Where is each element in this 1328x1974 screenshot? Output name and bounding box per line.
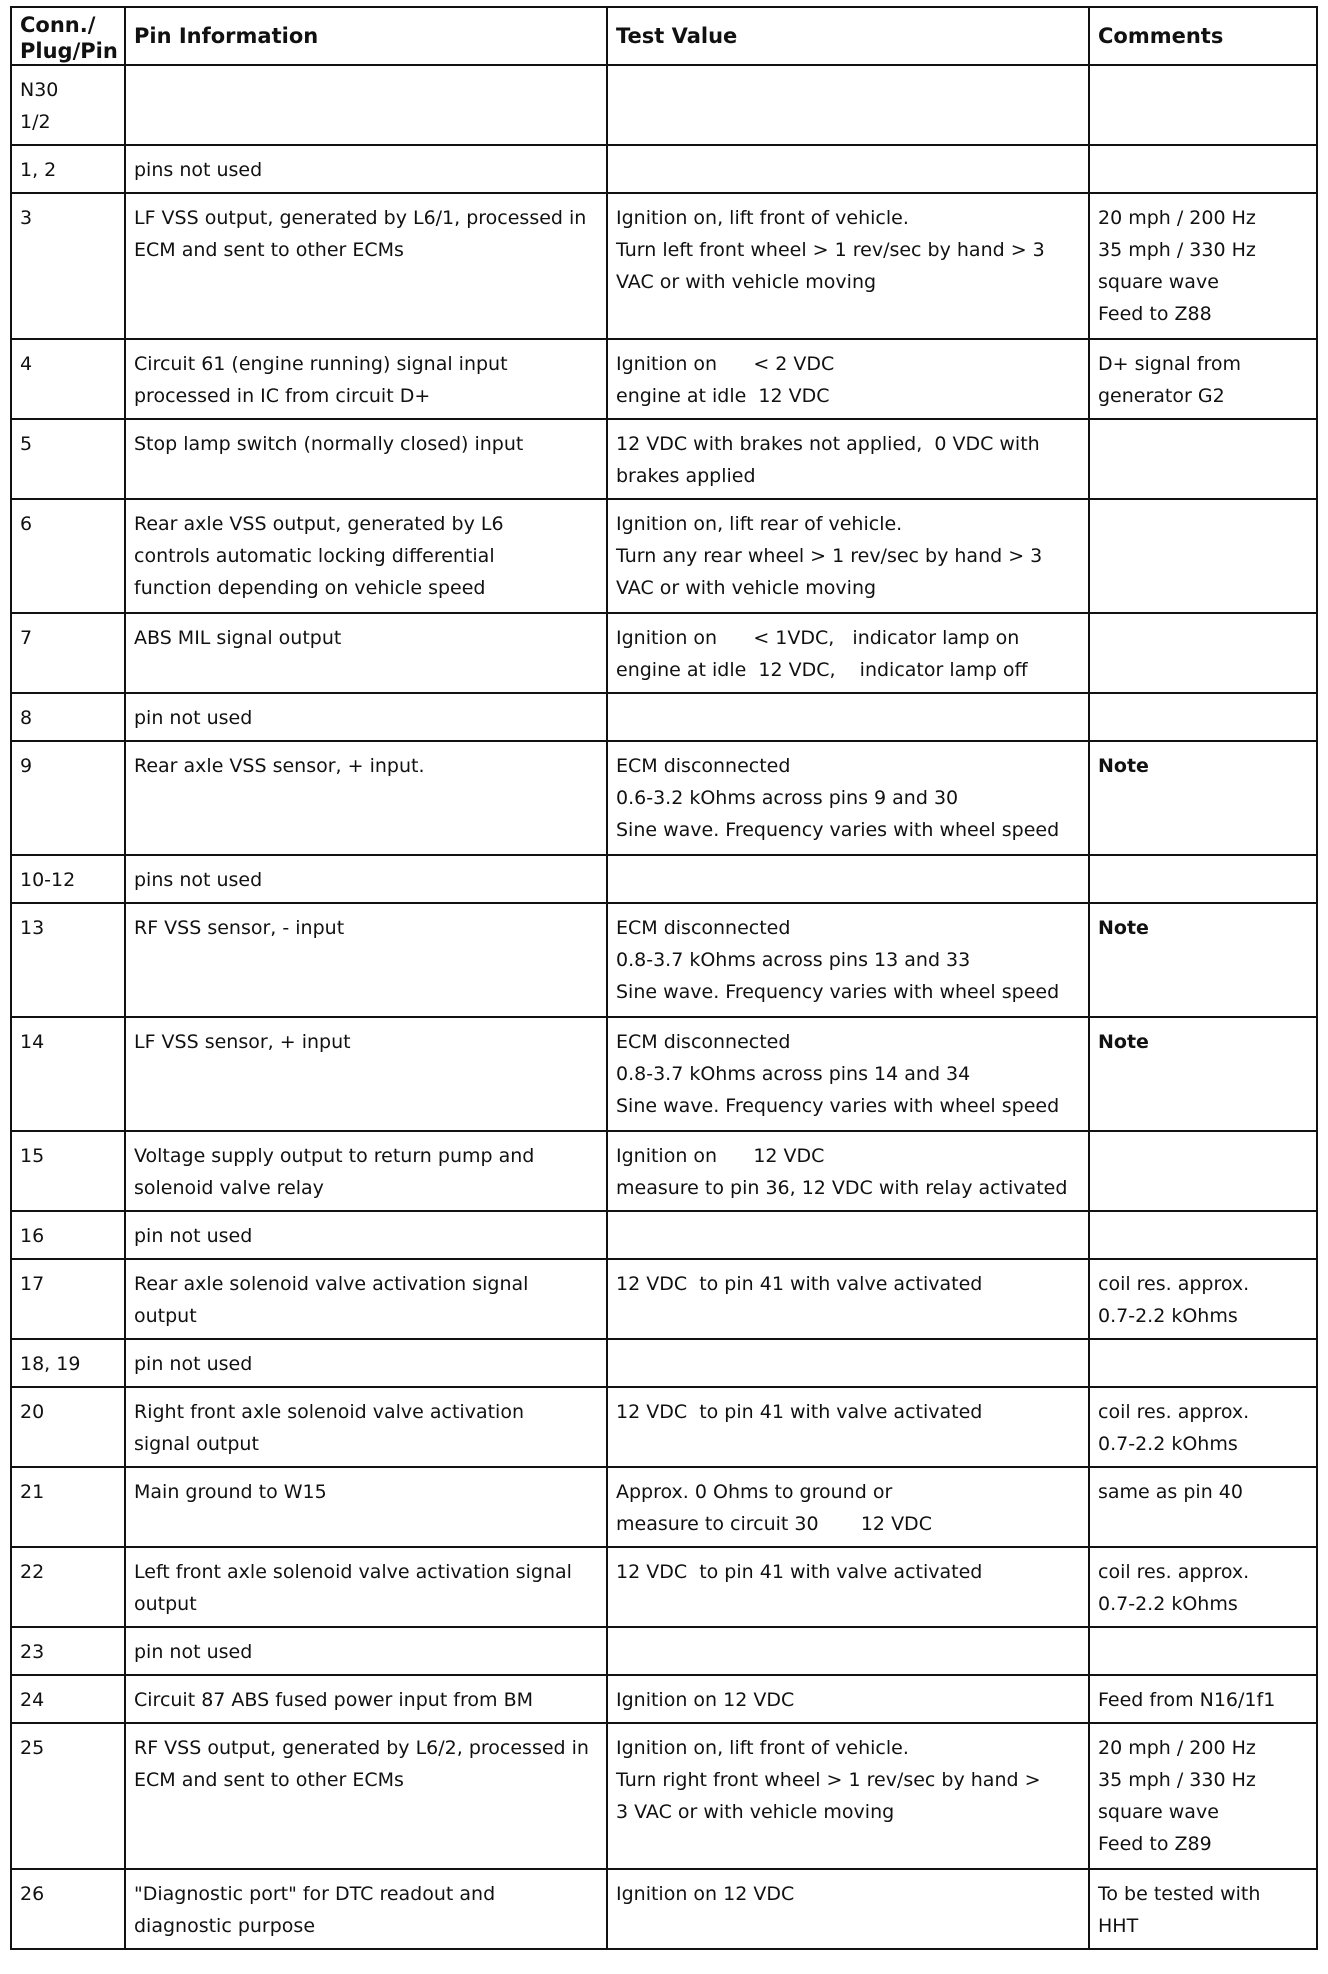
table-row xyxy=(11,1467,1317,1547)
test-value-cell-line: Sine wave. Frequency varies with wheel speed xyxy=(616,819,1060,841)
pin-information-table xyxy=(10,6,1318,1950)
pin-information-cell-line: RF VSS output, generated by L6/2, processed in xyxy=(134,1737,589,1759)
table-row xyxy=(11,903,1317,1017)
comments-cell xyxy=(1089,419,1317,499)
table-row xyxy=(11,65,1317,145)
pin-cell-line: 7 xyxy=(20,627,33,649)
pin-cell-line: 22 xyxy=(20,1561,45,1583)
pin-cell-line: 5 xyxy=(20,433,33,455)
test-value-cell xyxy=(607,1627,1089,1675)
pin-information-cell-line: ECM and sent to other ECMs xyxy=(134,1769,404,1791)
test-value-cell-line: 12 VDC to pin 41 with valve activated xyxy=(616,1401,983,1423)
pin-cell xyxy=(11,1017,125,1131)
comments-cell-line: Feed to Z89 xyxy=(1098,1833,1212,1855)
pin-information-cell-line: Rear axle VSS output, generated by L6 xyxy=(134,513,504,535)
pin-cell-line: 14 xyxy=(20,1031,45,1053)
table-row xyxy=(11,1131,1317,1211)
pin-information-cell xyxy=(125,339,607,419)
pin-information-cell-line: Voltage supply output to return pump and xyxy=(134,1145,535,1167)
pin-cell xyxy=(11,65,125,145)
comments-cell xyxy=(1089,499,1317,613)
test-value-cell-line: ECM disconnected xyxy=(616,917,791,939)
pin-information-cell xyxy=(125,1467,607,1547)
table-row xyxy=(11,193,1317,339)
pin-cell xyxy=(11,613,125,693)
test-value-cell-line: Turn any rear wheel > 1 rev/sec by hand > 3 xyxy=(616,545,1043,567)
comments-cell-line: coil res. approx. xyxy=(1098,1401,1250,1423)
test-value-cell-line: 0.6-3.2 kOhms across pins 9 and 30 xyxy=(616,787,959,809)
comments-cell-line: D+ signal from xyxy=(1098,353,1242,375)
test-value-cell-line: Ignition on < 1VDC, indicator lamp on xyxy=(616,627,1020,649)
comments-cell-line: Note xyxy=(1098,1031,1149,1053)
table-row xyxy=(11,855,1317,903)
test-value-cell xyxy=(607,65,1089,145)
pin-information-cell xyxy=(125,1675,607,1723)
pin-cell xyxy=(11,1131,125,1211)
comments-cell-line: square wave xyxy=(1098,1801,1219,1823)
table-row xyxy=(11,1017,1317,1131)
test-value-cell xyxy=(607,1259,1089,1339)
pin-cell xyxy=(11,339,125,419)
pin-cell-line: 26 xyxy=(20,1883,45,1905)
test-value-cell-line: 0.8-3.7 kOhms across pins 13 and 33 xyxy=(616,949,971,971)
pin-information-cell-line: pin not used xyxy=(134,1641,253,1663)
pin-information-cell-line: Circuit 61 (engine running) signal input xyxy=(134,353,508,375)
comments-cell-line: coil res. approx. xyxy=(1098,1273,1250,1295)
pin-information-cell xyxy=(125,1387,607,1467)
pin-information-cell-line: Rear axle solenoid valve activation signal xyxy=(134,1273,529,1295)
test-value-cell xyxy=(607,1675,1089,1723)
comments-cell xyxy=(1089,903,1317,1017)
table-row xyxy=(11,419,1317,499)
pin-information-cell-line: pin not used xyxy=(134,1225,253,1247)
pin-cell xyxy=(11,1467,125,1547)
pin-information-cell xyxy=(125,855,607,903)
comments-cell xyxy=(1089,1675,1317,1723)
test-value-cell-line: Sine wave. Frequency varies with wheel speed xyxy=(616,1095,1060,1117)
comments-cell-line: 20 mph / 200 Hz xyxy=(1098,207,1256,229)
table-row xyxy=(11,1723,1317,1869)
pin-information-cell xyxy=(125,65,607,145)
test-value-cell-line: 12 VDC with brakes not applied, 0 VDC with xyxy=(616,433,1040,455)
table-row xyxy=(11,613,1317,693)
pin-information-cell xyxy=(125,499,607,613)
test-value-cell-line: ECM disconnected xyxy=(616,1031,791,1053)
test-value-cell-line: 3 VAC or with vehicle moving xyxy=(616,1801,895,1823)
pin-cell xyxy=(11,499,125,613)
pin-cell xyxy=(11,741,125,855)
test-value-cell-line: Approx. 0 Ohms to ground or xyxy=(616,1481,893,1503)
pin-information-cell-line: processed in IC from circuit D+ xyxy=(134,385,431,407)
table-row xyxy=(11,1387,1317,1467)
pin-information-cell xyxy=(125,1017,607,1131)
pin-information-cell xyxy=(125,145,607,193)
comments-cell-line: same as pin 40 xyxy=(1098,1481,1243,1503)
test-value-cell xyxy=(607,1131,1089,1211)
pin-information-cell xyxy=(125,1339,607,1387)
comments-cell xyxy=(1089,855,1317,903)
pin-cell xyxy=(11,193,125,339)
pin-information-cell-line: output xyxy=(134,1305,197,1327)
test-value-cell xyxy=(607,1339,1089,1387)
pin-information-cell-line: ECM and sent to other ECMs xyxy=(134,239,404,261)
test-value-cell-line: Turn left front wheel > 1 rev/sec by hand > 3 xyxy=(616,239,1045,261)
header-conn-line-1: Conn./ xyxy=(20,13,96,37)
table-row xyxy=(11,1547,1317,1627)
test-value-cell xyxy=(607,693,1089,741)
pin-information-cell-line: function depending on vehicle speed xyxy=(134,577,486,599)
table-body xyxy=(11,65,1317,1949)
comments-cell-line: 20 mph / 200 Hz xyxy=(1098,1737,1256,1759)
comments-cell-line: To be tested with xyxy=(1098,1883,1261,1905)
header-conn-plug-pin xyxy=(11,7,125,65)
comments-cell-line: Feed to Z88 xyxy=(1098,303,1212,325)
pin-cell-line: 24 xyxy=(20,1689,45,1711)
pin-information-cell xyxy=(125,693,607,741)
table-row xyxy=(11,1675,1317,1723)
test-value-cell xyxy=(607,499,1089,613)
test-value-cell-line: brakes applied xyxy=(616,465,756,487)
pin-cell xyxy=(11,1339,125,1387)
comments-cell xyxy=(1089,1131,1317,1211)
test-value-cell-line: Turn right front wheel > 1 rev/sec by hand > xyxy=(616,1769,1041,1791)
comments-cell-line: square wave xyxy=(1098,271,1219,293)
pin-information-cell-line: Main ground to W15 xyxy=(134,1481,327,1503)
comments-cell xyxy=(1089,1723,1317,1869)
pin-cell xyxy=(11,1211,125,1259)
pin-cell-line: 3 xyxy=(20,207,33,229)
table-header-row xyxy=(11,7,1317,65)
pin-information-cell-line: pin not used xyxy=(134,1353,253,1375)
pin-information-cell-line: diagnostic purpose xyxy=(134,1915,316,1937)
pin-cell-line: 21 xyxy=(20,1481,45,1503)
pin-cell xyxy=(11,1869,125,1949)
pin-cell xyxy=(11,1259,125,1339)
comments-cell-line: Feed from N16/1f1 xyxy=(1098,1689,1276,1711)
pin-information-cell xyxy=(125,1723,607,1869)
pin-information-cell-line: Right front axle solenoid valve activation xyxy=(134,1401,524,1423)
table-row xyxy=(11,693,1317,741)
pin-information-cell-line: Rear axle VSS sensor, + input. xyxy=(134,755,425,777)
comments-cell xyxy=(1089,613,1317,693)
header-test-value: Test Value xyxy=(607,7,1089,65)
table-row xyxy=(11,1627,1317,1675)
comments-cell xyxy=(1089,1211,1317,1259)
pin-information-cell xyxy=(125,419,607,499)
test-value-cell xyxy=(607,1387,1089,1467)
table-row xyxy=(11,145,1317,193)
comments-cell xyxy=(1089,1467,1317,1547)
table-row xyxy=(11,499,1317,613)
test-value-cell-line: Ignition on, lift rear of vehicle. xyxy=(616,513,903,535)
pin-cell-line: 16 xyxy=(20,1225,45,1247)
test-value-cell-line: Ignition on 12 VDC xyxy=(616,1689,795,1711)
test-value-cell-line: 12 VDC to pin 41 with valve activated xyxy=(616,1273,983,1295)
test-value-cell-line: Ignition on, lift front of vehicle. xyxy=(616,1737,909,1759)
pin-cell-line: N30 xyxy=(20,79,59,101)
pin-information-cell-line: pins not used xyxy=(134,159,263,181)
pin-information-cell-line: LF VSS output, generated by L6/1, processed in xyxy=(134,207,587,229)
pin-cell xyxy=(11,419,125,499)
pin-information-cell xyxy=(125,903,607,1017)
pin-information-cell-line: ABS MIL signal output xyxy=(134,627,342,649)
pin-information-cell xyxy=(125,613,607,693)
test-value-cell xyxy=(607,145,1089,193)
test-value-cell-line: Ignition on < 2 VDC xyxy=(616,353,835,375)
pin-cell xyxy=(11,903,125,1017)
comments-cell xyxy=(1089,193,1317,339)
comments-cell-line: 0.7-2.2 kOhms xyxy=(1098,1305,1238,1327)
test-value-cell xyxy=(607,1547,1089,1627)
pin-cell-line: 20 xyxy=(20,1401,45,1423)
pin-information-cell xyxy=(125,1627,607,1675)
test-value-cell-line: measure to pin 36, 12 VDC with relay activated xyxy=(616,1177,1068,1199)
test-value-cell xyxy=(607,1211,1089,1259)
pin-cell-line: 1, 2 xyxy=(20,159,57,181)
test-value-cell xyxy=(607,1467,1089,1547)
pin-cell xyxy=(11,1723,125,1869)
pin-cell xyxy=(11,1387,125,1467)
test-value-cell xyxy=(607,1017,1089,1131)
pin-information-cell-line: Circuit 87 ABS fused power input from BM xyxy=(134,1689,533,1711)
pin-information-cell xyxy=(125,1547,607,1627)
header-comments: Comments xyxy=(1089,7,1317,65)
comments-cell xyxy=(1089,1627,1317,1675)
test-value-cell-line: VAC or with vehicle moving xyxy=(616,577,877,599)
pin-information-cell-line: signal output xyxy=(134,1433,259,1455)
test-value-cell xyxy=(607,419,1089,499)
test-value-cell xyxy=(607,741,1089,855)
table-row xyxy=(11,1869,1317,1949)
comments-cell xyxy=(1089,145,1317,193)
pin-information-cell-line: pin not used xyxy=(134,707,253,729)
pin-cell-line: 1/2 xyxy=(20,111,51,133)
pin-cell-line: 23 xyxy=(20,1641,45,1663)
pin-cell xyxy=(11,855,125,903)
test-value-cell xyxy=(607,855,1089,903)
comments-cell-line: HHT xyxy=(1098,1915,1139,1937)
pin-cell-line: 10-12 xyxy=(20,869,76,891)
pin-cell-line: 13 xyxy=(20,917,45,939)
test-value-cell xyxy=(607,613,1089,693)
pin-information-cell xyxy=(125,741,607,855)
pin-information-cell-line: RF VSS sensor, - input xyxy=(134,917,345,939)
pin-information-cell xyxy=(125,1211,607,1259)
comments-cell-line: 0.7-2.2 kOhms xyxy=(1098,1593,1238,1615)
comments-cell-line: 35 mph / 330 Hz xyxy=(1098,239,1256,261)
test-value-cell-line: ECM disconnected xyxy=(616,755,791,777)
comments-cell-line: Note xyxy=(1098,917,1149,939)
comments-cell xyxy=(1089,693,1317,741)
comments-cell xyxy=(1089,1017,1317,1131)
pin-information-cell-line: Stop lamp switch (normally closed) input xyxy=(134,433,524,455)
pin-cell-line: 17 xyxy=(20,1273,45,1295)
pin-information-cell-line: LF VSS sensor, + input xyxy=(134,1031,351,1053)
pin-cell xyxy=(11,1627,125,1675)
comments-cell xyxy=(1089,1869,1317,1949)
pin-information-cell-line: Left front axle solenoid valve activation signal xyxy=(134,1561,572,1583)
comments-cell xyxy=(1089,1387,1317,1467)
test-value-cell xyxy=(607,339,1089,419)
pin-information-cell xyxy=(125,193,607,339)
pin-cell xyxy=(11,1547,125,1627)
test-value-cell-line: measure to circuit 30 12 VDC xyxy=(616,1513,932,1535)
pin-cell-line: 15 xyxy=(20,1145,45,1167)
pin-information-cell-line: output xyxy=(134,1593,197,1615)
pin-cell-line: 18, 19 xyxy=(20,1353,81,1375)
header-pin-information: Pin Information xyxy=(125,7,607,65)
pin-cell xyxy=(11,1675,125,1723)
comments-cell xyxy=(1089,65,1317,145)
pin-cell-line: 25 xyxy=(20,1737,45,1759)
table-row xyxy=(11,339,1317,419)
table-row xyxy=(11,741,1317,855)
pin-cell-line: 9 xyxy=(20,755,33,777)
test-value-cell xyxy=(607,903,1089,1017)
test-value-cell-line: engine at idle 12 VDC, indicator lamp off xyxy=(616,659,1028,681)
test-value-cell-line: engine at idle 12 VDC xyxy=(616,385,830,407)
test-value-cell-line: VAC or with vehicle moving xyxy=(616,271,877,293)
comments-cell-line: generator G2 xyxy=(1098,385,1225,407)
pin-information-cell-line: controls automatic locking differential xyxy=(134,545,495,567)
comments-cell-line: coil res. approx. xyxy=(1098,1561,1250,1583)
comments-cell xyxy=(1089,741,1317,855)
test-value-cell xyxy=(607,1723,1089,1869)
header-conn-line-2: Plug/Pin xyxy=(20,39,118,63)
comments-cell-line: 35 mph / 330 Hz xyxy=(1098,1769,1256,1791)
table-row xyxy=(11,1259,1317,1339)
test-value-cell-line: Ignition on, lift front of vehicle. xyxy=(616,207,909,229)
pin-table-document xyxy=(10,6,1316,1950)
pin-cell xyxy=(11,145,125,193)
pin-cell-line: 8 xyxy=(20,707,33,729)
test-value-cell-line: 12 VDC to pin 41 with valve activated xyxy=(616,1561,983,1583)
test-value-cell-line: Ignition on 12 VDC xyxy=(616,1145,825,1167)
test-value-cell-line: 0.8-3.7 kOhms across pins 14 and 34 xyxy=(616,1063,971,1085)
pin-information-cell xyxy=(125,1131,607,1211)
table-row xyxy=(11,1339,1317,1387)
comments-cell xyxy=(1089,1547,1317,1627)
pin-information-cell-line: pins not used xyxy=(134,869,263,891)
pin-cell-line: 4 xyxy=(20,353,33,375)
pin-cell-line: 6 xyxy=(20,513,33,535)
comments-cell xyxy=(1089,1339,1317,1387)
pin-information-cell xyxy=(125,1259,607,1339)
test-value-cell xyxy=(607,193,1089,339)
test-value-cell-line: Ignition on 12 VDC xyxy=(616,1883,795,1905)
pin-information-cell-line: solenoid valve relay xyxy=(134,1177,324,1199)
table-row xyxy=(11,1211,1317,1259)
test-value-cell-line: Sine wave. Frequency varies with wheel speed xyxy=(616,981,1060,1003)
comments-cell-line: 0.7-2.2 kOhms xyxy=(1098,1433,1238,1455)
test-value-cell xyxy=(607,1869,1089,1949)
pin-information-cell-line: "Diagnostic port" for DTC readout and xyxy=(134,1883,496,1905)
pin-cell xyxy=(11,693,125,741)
comments-cell xyxy=(1089,339,1317,419)
comments-cell-line: Note xyxy=(1098,755,1149,777)
comments-cell xyxy=(1089,1259,1317,1339)
pin-information-cell xyxy=(125,1869,607,1949)
